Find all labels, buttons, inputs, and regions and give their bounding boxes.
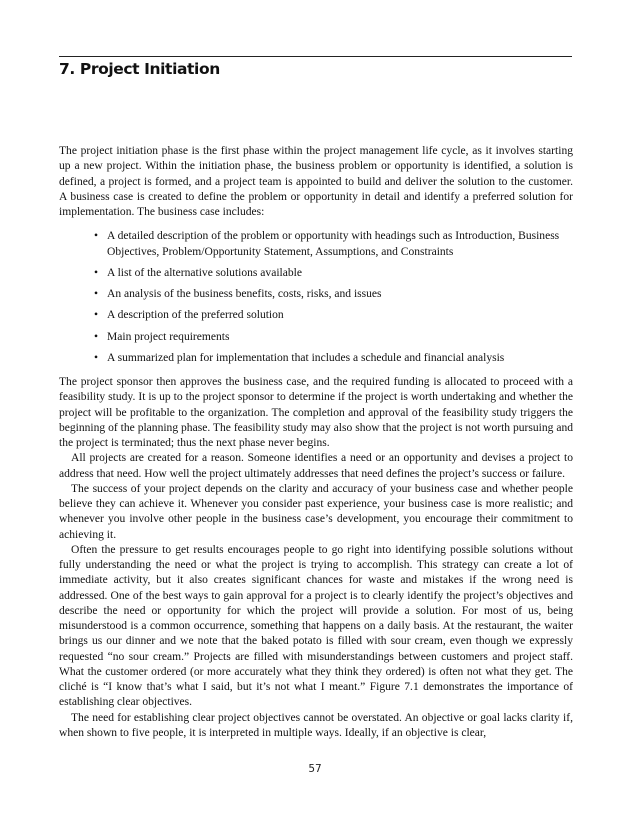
list-item-text: A detailed description of the problem or opportunity with headings such as Introduction, Business Objectives, Problem/Opportunity Statement, Assumptions, and Constraints	[107, 230, 560, 258]
list-item-text: A list of the alternative solutions available	[107, 266, 302, 279]
list-item	[94, 330, 573, 345]
bullet-icon: •	[94, 330, 99, 343]
list-item	[94, 229, 573, 260]
list-item	[94, 351, 573, 366]
list-item	[94, 308, 573, 323]
page-number: 57	[308, 763, 322, 775]
paragraph-pressure-results: Often the pressure to get results encourages people to go right into identifying possible solutions without fully understanding the need or what the project is trying to accomplish. This strategy can create a lot of immediate activity, but it also creates significant chances for waste and mistakes if the wrong need is addressed. One of the best ways to gain approval for a project is to clearly identify the project’s objectives and describe the need or opportunity for which the project will provide a solution. For most of us, being misunderstood is a common occurrence, something that happens on a daily basis. At the restaurant, the waiter brings us our dinner and we note that the baked potato is filled with sour cream, even though we expressly requested “no sour cream.” Projects are filled with misunderstandings between customers and project staff. What the customer ordered (or more accurately what they think they ordered) is often not what they get. The cliché is “I know that’s what I said, but it’s not what I meant.” Figure 7.1 demonstrates the importance of establishing clear objectives.	[59, 543, 573, 709]
list-item-text: An analysis of the business benefits, costs, risks, and issues	[107, 288, 382, 300]
paragraph-project-reason: All projects are created for a reason. Someone identifies a need or an opportunity and devises a project to address that need. How well the project ultimately addresses that need defines the project’s success or failure.	[59, 452, 573, 480]
bullet-icon: •	[94, 230, 99, 243]
bullet-icon: •	[94, 351, 99, 364]
intro-paragraph: The project initiation phase is the first phase within the project management life cycle, as it involves starting up a new project. Within the initiation phase, the business problem or opportunity is identified, a solution is defined, a project is formed, and a project team is appointed to build and deliver the solution to the customer. A business case is created to define the problem or opportunity in detail and identify a preferred solution for implementation. The business case includes:	[59, 145, 573, 218]
paragraph-clear-objectives: The need for establishing clear project objectives cannot be overstated. An objective or goal lacks clarity if, when shown to five people, it is interpreted in multiple ways. Ideally, if an objective is clear,	[59, 711, 573, 739]
bullet-icon: •	[94, 309, 99, 322]
bullet-icon: •	[94, 266, 99, 279]
list-item-text: A description of the preferred solution	[107, 309, 284, 322]
list-item-text: A summarized plan for implementation that includes a schedule and financial analysis	[107, 351, 505, 364]
list-item	[94, 287, 573, 302]
list-item	[94, 266, 573, 281]
chapter-title: 7. Project Initiation	[59, 60, 220, 78]
list-item-text: Main project requirements	[107, 330, 230, 343]
body-text	[59, 144, 573, 741]
bullet-icon: •	[94, 288, 99, 300]
paragraph-sponsor-approval: The project sponsor then approves the business case, and the required funding is allocated to proceed with a feasibility study. It is up to the project sponsor to determine if the project is worth undertaking and whether the project will be profitable to the organization. The completion and approval of the feasibility study triggers the beginning of the planning phase. The feasibility study may also show that the project is not worth pursuing and the project is terminated; thus the next phase never begins.	[59, 376, 573, 449]
paragraph-project-success: The success of your project depends on the clarity and accuracy of your business case and whether people believe they can achieve it. Whenever you consider past experience, your business case is more realistic; and whenever you involve other people in the business case’s development, you encourage their commitment to achieving it.	[59, 482, 573, 541]
header-rule	[59, 56, 572, 57]
business-case-list	[59, 229, 573, 366]
